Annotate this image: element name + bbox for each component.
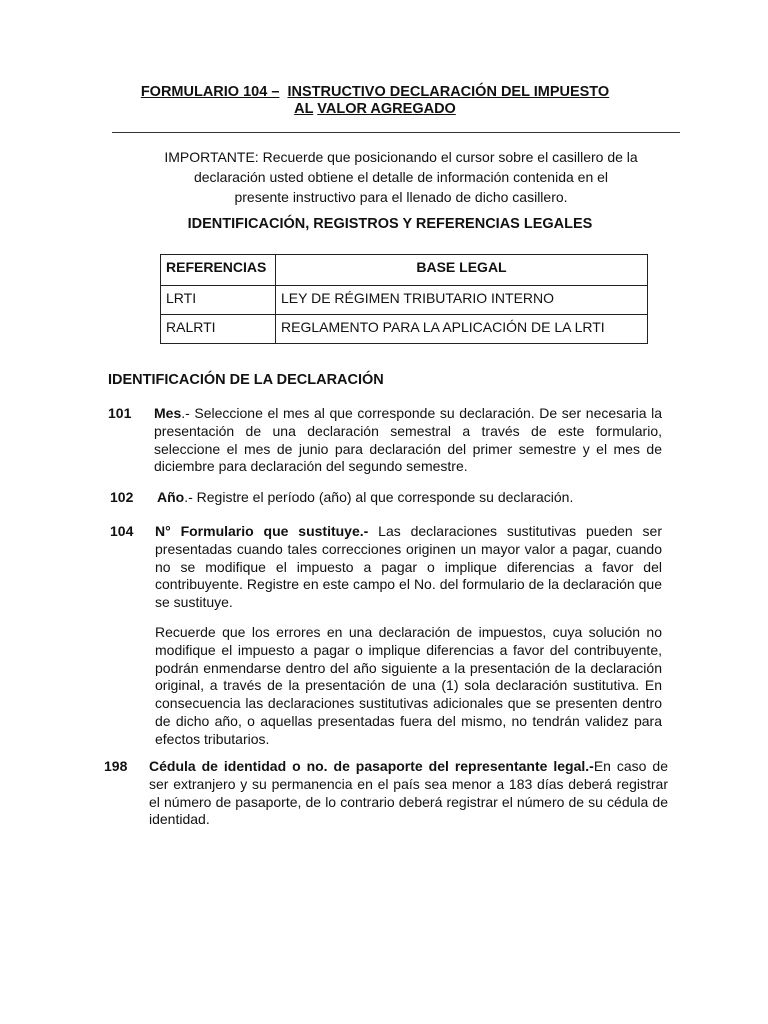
cell-base: LEY DE RÉGIMEN TRIBUTARIO INTERNO xyxy=(276,286,648,315)
item-104-paragraph-2: Recuerde que los errores en una declaración de impuestos, cuya solución no modifique el impuesto a pagar o implique diferencias a favor del contribuyente, podrán enmendarse dentro del año siguiente a la presentación de la declaración original, a través de la presentación de una (1) sola declaración sustitutiva. En consecuencia las declaraciones sustitutivas adicionales que se presenten dentro de dicho año, o aquellas presentadas fuera del mismo, no tendrán validez para efectos tributarios. xyxy=(155,624,662,747)
title-valor-agregado: VALOR AGREGADO xyxy=(317,101,456,117)
cell-ref: RALRTI xyxy=(161,315,276,344)
item-body: .- Seleccione el mes al que corresponde su declaración. De ser necesaria la presentación de una declaración semestral a través de este formulario, seleccione el mes de junio para declaración del primer semestre y el mes de diciembre para declaración del segundo semestre. xyxy=(154,405,662,475)
important-line-3: presente instructivo para el llenado de dicho casillero. xyxy=(234,189,568,205)
document-title xyxy=(110,84,640,118)
item-label: Año xyxy=(157,489,185,505)
cell-ref: LRTI xyxy=(161,286,276,315)
item-body: Las declaraciones sustitutivas pueden ser presentadas cuando tales correcciones originen un mayor valor a pagar, cuando no se modifique el impuesto a pagar o implique diferencias a favor del contribuyente. Registre en este campo el No. del formulario de la declaración que se sustituye. xyxy=(155,523,662,611)
important-note xyxy=(118,147,684,207)
header-referencias: REFERENCIAS xyxy=(161,255,276,286)
title-instructivo: INSTRUCTIVO DECLARACIÓN DEL IMPUESTO xyxy=(287,84,610,100)
item-number: 198 xyxy=(104,758,128,774)
important-line-2: declaración usted obtiene el detalle de información contenida en el xyxy=(193,169,609,185)
table-header-row xyxy=(161,255,648,286)
section-heading-identificacion-declaracion: IDENTIFICACIÓN DE LA DECLARACIÓN xyxy=(108,372,384,388)
item-text xyxy=(154,405,662,476)
item-text xyxy=(157,489,665,507)
item-text xyxy=(149,758,668,829)
item-number: 104 xyxy=(110,523,134,539)
item-label: Cédula de identidad o no. de pasaporte del representante legal.- xyxy=(149,758,594,774)
item-number: 101 xyxy=(108,405,132,421)
title-form-number: FORMULARIO 104 – xyxy=(140,84,280,100)
item-body: En caso de ser extranjero y su permanencia en el país sea menor a 183 días deberá registrar el número de pasaporte, de lo contrario deberá registrar el número de su cédula de identidad. xyxy=(149,758,668,828)
section-heading-identificacion-registros: IDENTIFICACIÓN, REGISTROS Y REFERENCIAS LEGALES xyxy=(187,216,593,232)
item-label: N° Formulario que sustituye.- xyxy=(155,523,369,539)
cell-base: REGLAMENTO PARA LA APLICACIÓN DE LA LRTI xyxy=(276,315,648,344)
title-divider xyxy=(112,132,680,133)
item-number: 102 xyxy=(110,489,134,505)
item-text xyxy=(155,523,662,612)
item-label: Mes xyxy=(154,405,182,421)
references-table xyxy=(160,254,648,344)
table-row xyxy=(161,286,648,315)
title-al: AL xyxy=(294,101,314,117)
important-line-1: IMPORTANTE: Recuerde que posicionando el cursor sobre el casillero de la xyxy=(164,149,638,165)
item-body: .- Registre el período (año) al que corresponde su declaración. xyxy=(184,489,574,505)
table-row xyxy=(161,315,648,344)
header-base-legal: BASE LEGAL xyxy=(276,255,648,286)
